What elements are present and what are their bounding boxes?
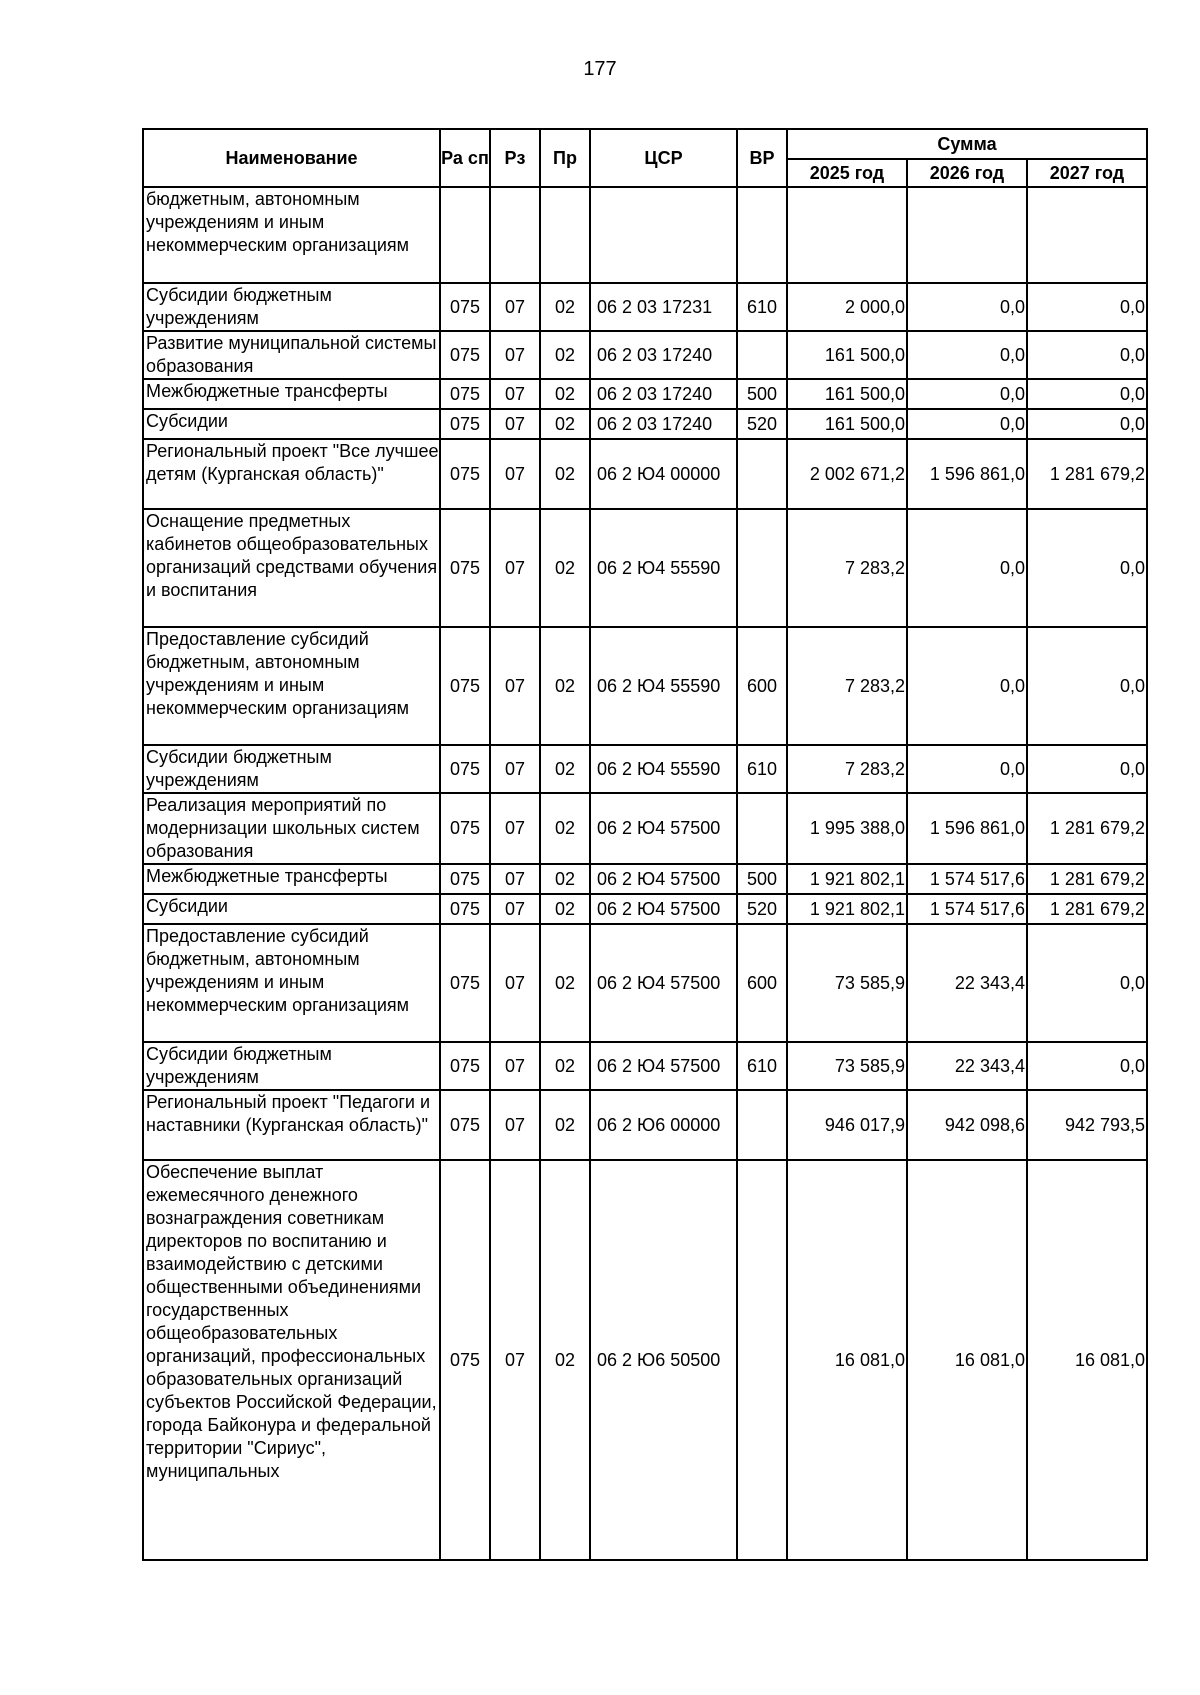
cell-vr: 520	[737, 894, 787, 924]
cell-2027: 16 081,0	[1027, 1160, 1147, 1560]
cell-2026: 22 343,4	[907, 924, 1027, 1042]
table-row	[143, 409, 1147, 439]
header-year-2026: 2026 год	[907, 159, 1027, 187]
cell-vr	[737, 439, 787, 509]
cell-pr: 02	[540, 894, 590, 924]
cell-pr: 02	[540, 331, 590, 379]
cell-rasp: 075	[440, 283, 490, 331]
cell-rz: 07	[490, 439, 540, 509]
cell-vr	[737, 793, 787, 864]
cell-csr: 06 2 Ю4 57500	[590, 793, 737, 864]
header-pr: Пр	[540, 129, 590, 187]
cell-rasp: 075	[440, 793, 490, 864]
cell-2026: 1 574 517,6	[907, 864, 1027, 894]
cell-csr	[590, 187, 737, 283]
cell-rasp: 075	[440, 379, 490, 409]
cell-rz: 07	[490, 409, 540, 439]
cell-name: Межбюджетные трансферты	[143, 379, 440, 409]
cell-2027: 1 281 679,2	[1027, 864, 1147, 894]
cell-2025: 7 283,2	[787, 627, 907, 745]
cell-rz: 07	[490, 894, 540, 924]
cell-rasp: 075	[440, 1090, 490, 1160]
cell-pr: 02	[540, 793, 590, 864]
header-year-2027: 2027 год	[1027, 159, 1147, 187]
cell-2025: 7 283,2	[787, 509, 907, 627]
cell-2027: 1 281 679,2	[1027, 793, 1147, 864]
cell-rz	[490, 187, 540, 283]
cell-2027: 0,0	[1027, 331, 1147, 379]
cell-2026: 22 343,4	[907, 1042, 1027, 1090]
cell-rasp: 075	[440, 745, 490, 793]
cell-rasp: 075	[440, 439, 490, 509]
cell-name: Субсидии	[143, 894, 440, 924]
cell-rz: 07	[490, 331, 540, 379]
table-row	[143, 627, 1147, 745]
cell-2025: 2 000,0	[787, 283, 907, 331]
cell-2025: 1 921 802,1	[787, 864, 907, 894]
cell-csr: 06 2 Ю4 00000	[590, 439, 737, 509]
cell-rasp: 075	[440, 1042, 490, 1090]
header-rasp: Ра сп	[440, 129, 490, 187]
cell-csr: 06 2 Ю4 55590	[590, 745, 737, 793]
cell-vr	[737, 1160, 787, 1560]
cell-vr: 610	[737, 1042, 787, 1090]
cell-csr: 06 2 Ю6 50500	[590, 1160, 737, 1560]
cell-csr: 06 2 Ю4 55590	[590, 627, 737, 745]
table-row	[143, 793, 1147, 864]
cell-2026: 0,0	[907, 379, 1027, 409]
cell-csr: 06 2 03 17240	[590, 409, 737, 439]
cell-2025: 73 585,9	[787, 1042, 907, 1090]
cell-rasp: 075	[440, 409, 490, 439]
cell-csr: 06 2 03 17240	[590, 379, 737, 409]
cell-rasp: 075	[440, 627, 490, 745]
budget-table	[142, 128, 1148, 1561]
cell-2027: 0,0	[1027, 924, 1147, 1042]
cell-2027: 0,0	[1027, 409, 1147, 439]
cell-rasp: 075	[440, 894, 490, 924]
cell-csr: 06 2 03 17231	[590, 283, 737, 331]
table-row	[143, 509, 1147, 627]
cell-2026: 1 574 517,6	[907, 894, 1027, 924]
cell-2026: 0,0	[907, 331, 1027, 379]
cell-2026: 0,0	[907, 409, 1027, 439]
cell-2026: 0,0	[907, 283, 1027, 331]
cell-2027: 0,0	[1027, 283, 1147, 331]
cell-2025: 1 995 388,0	[787, 793, 907, 864]
table-row	[143, 1090, 1147, 1160]
cell-name: Оснащение предметных кабинетов общеобразовательных организаций средствами обучения и воспитания	[143, 509, 440, 627]
cell-vr: 600	[737, 627, 787, 745]
cell-rz: 07	[490, 745, 540, 793]
cell-name: Субсидии бюджетным учреждениям	[143, 283, 440, 331]
cell-pr: 02	[540, 1090, 590, 1160]
cell-2025: 1 921 802,1	[787, 894, 907, 924]
cell-rz: 07	[490, 627, 540, 745]
cell-vr: 520	[737, 409, 787, 439]
cell-pr: 02	[540, 745, 590, 793]
cell-2026: 942 098,6	[907, 1090, 1027, 1160]
cell-pr: 02	[540, 1160, 590, 1560]
cell-rz: 07	[490, 924, 540, 1042]
cell-2026: 1 596 861,0	[907, 793, 1027, 864]
cell-name: Межбюджетные трансферты	[143, 864, 440, 894]
cell-name: Развитие муниципальной системы образования	[143, 331, 440, 379]
cell-pr: 02	[540, 283, 590, 331]
cell-2027: 0,0	[1027, 745, 1147, 793]
cell-name: Обеспечение выплат ежемесячного денежного вознаграждения советникам директоров по воспитанию и взаимодействию с детскими общественными объединениями государственных общеобразовательных организаций, профессиональных образовательных организаций субъектов Российской Федерации, города Байконура и федеральной территории "Сириус", муниципальных	[143, 1160, 440, 1560]
cell-rasp	[440, 187, 490, 283]
header-rz: Рз	[490, 129, 540, 187]
page-number: 177	[583, 58, 617, 80]
cell-2026: 16 081,0	[907, 1160, 1027, 1560]
cell-vr	[737, 331, 787, 379]
cell-rz: 07	[490, 793, 540, 864]
cell-csr: 06 2 Ю4 57500	[590, 1042, 737, 1090]
cell-name: Реализация мероприятий по модернизации школьных систем образования	[143, 793, 440, 864]
cell-2026: 0,0	[907, 509, 1027, 627]
cell-csr: 06 2 Ю4 57500	[590, 864, 737, 894]
cell-vr	[737, 187, 787, 283]
table-row	[143, 1160, 1147, 1560]
cell-2027: 942 793,5	[1027, 1090, 1147, 1160]
cell-name: Предоставление субсидий бюджетным, автономным учреждениям и иным некоммерческим организациям	[143, 924, 440, 1042]
cell-csr: 06 2 Ю6 00000	[590, 1090, 737, 1160]
cell-pr: 02	[540, 864, 590, 894]
cell-2026: 0,0	[907, 627, 1027, 745]
cell-2025: 7 283,2	[787, 745, 907, 793]
table-row	[143, 745, 1147, 793]
cell-vr: 610	[737, 283, 787, 331]
cell-2025: 161 500,0	[787, 409, 907, 439]
cell-rz: 07	[490, 1160, 540, 1560]
cell-rz: 07	[490, 509, 540, 627]
cell-pr	[540, 187, 590, 283]
cell-pr: 02	[540, 924, 590, 1042]
cell-2027: 1 281 679,2	[1027, 439, 1147, 509]
table-row	[143, 924, 1147, 1042]
cell-rasp: 075	[440, 331, 490, 379]
cell-rasp: 075	[440, 1160, 490, 1560]
cell-name: Региональный проект "Все лучшее детям (Курганская область)"	[143, 439, 440, 509]
cell-rasp: 075	[440, 924, 490, 1042]
cell-2027: 1 281 679,2	[1027, 894, 1147, 924]
cell-2026	[907, 187, 1027, 283]
table-header	[143, 129, 1147, 187]
cell-rz: 07	[490, 379, 540, 409]
cell-rasp: 075	[440, 864, 490, 894]
cell-pr: 02	[540, 1042, 590, 1090]
cell-name: Субсидии бюджетным учреждениям	[143, 1042, 440, 1090]
cell-vr: 600	[737, 924, 787, 1042]
cell-rasp: 075	[440, 509, 490, 627]
cell-vr	[737, 1090, 787, 1160]
table-row	[143, 379, 1147, 409]
cell-2025: 73 585,9	[787, 924, 907, 1042]
cell-2027: 0,0	[1027, 509, 1147, 627]
cell-csr: 06 2 Ю4 55590	[590, 509, 737, 627]
cell-pr: 02	[540, 409, 590, 439]
table-row	[143, 1042, 1147, 1090]
cell-2027	[1027, 187, 1147, 283]
cell-2027: 0,0	[1027, 379, 1147, 409]
cell-2026: 0,0	[907, 745, 1027, 793]
table-row	[143, 283, 1147, 331]
cell-name: Региональный проект "Педагоги и наставники (Курганская область)"	[143, 1090, 440, 1160]
cell-2025: 2 002 671,2	[787, 439, 907, 509]
cell-name: Субсидии бюджетным учреждениям	[143, 745, 440, 793]
cell-rz: 07	[490, 1042, 540, 1090]
cell-2025: 946 017,9	[787, 1090, 907, 1160]
cell-2025: 161 500,0	[787, 331, 907, 379]
table-row	[143, 331, 1147, 379]
header-name: Наименование	[143, 129, 440, 187]
cell-name: Субсидии	[143, 409, 440, 439]
cell-vr: 610	[737, 745, 787, 793]
cell-2026: 1 596 861,0	[907, 439, 1027, 509]
cell-vr: 500	[737, 864, 787, 894]
header-year-2025: 2025 год	[787, 159, 907, 187]
table-body	[143, 187, 1147, 1560]
cell-csr: 06 2 03 17240	[590, 331, 737, 379]
cell-pr: 02	[540, 439, 590, 509]
table-row	[143, 187, 1147, 283]
cell-csr: 06 2 Ю4 57500	[590, 894, 737, 924]
cell-2027: 0,0	[1027, 627, 1147, 745]
header-csr: ЦСР	[590, 129, 737, 187]
header-sum: Сумма	[787, 129, 1147, 159]
cell-2025: 161 500,0	[787, 379, 907, 409]
table-row	[143, 894, 1147, 924]
cell-rz: 07	[490, 864, 540, 894]
table-row	[143, 439, 1147, 509]
cell-2027: 0,0	[1027, 1042, 1147, 1090]
cell-rz: 07	[490, 283, 540, 331]
cell-name: бюджетным, автономным учреждениям и иным некоммерческим организациям	[143, 187, 440, 283]
cell-vr: 500	[737, 379, 787, 409]
header-vr: ВР	[737, 129, 787, 187]
cell-pr: 02	[540, 379, 590, 409]
cell-rz: 07	[490, 1090, 540, 1160]
cell-pr: 02	[540, 509, 590, 627]
cell-vr	[737, 509, 787, 627]
table-row	[143, 864, 1147, 894]
cell-2025: 16 081,0	[787, 1160, 907, 1560]
cell-name: Предоставление субсидий бюджетным, автономным учреждениям и иным некоммерческим организациям	[143, 627, 440, 745]
cell-2025	[787, 187, 907, 283]
cell-csr: 06 2 Ю4 57500	[590, 924, 737, 1042]
cell-pr: 02	[540, 627, 590, 745]
